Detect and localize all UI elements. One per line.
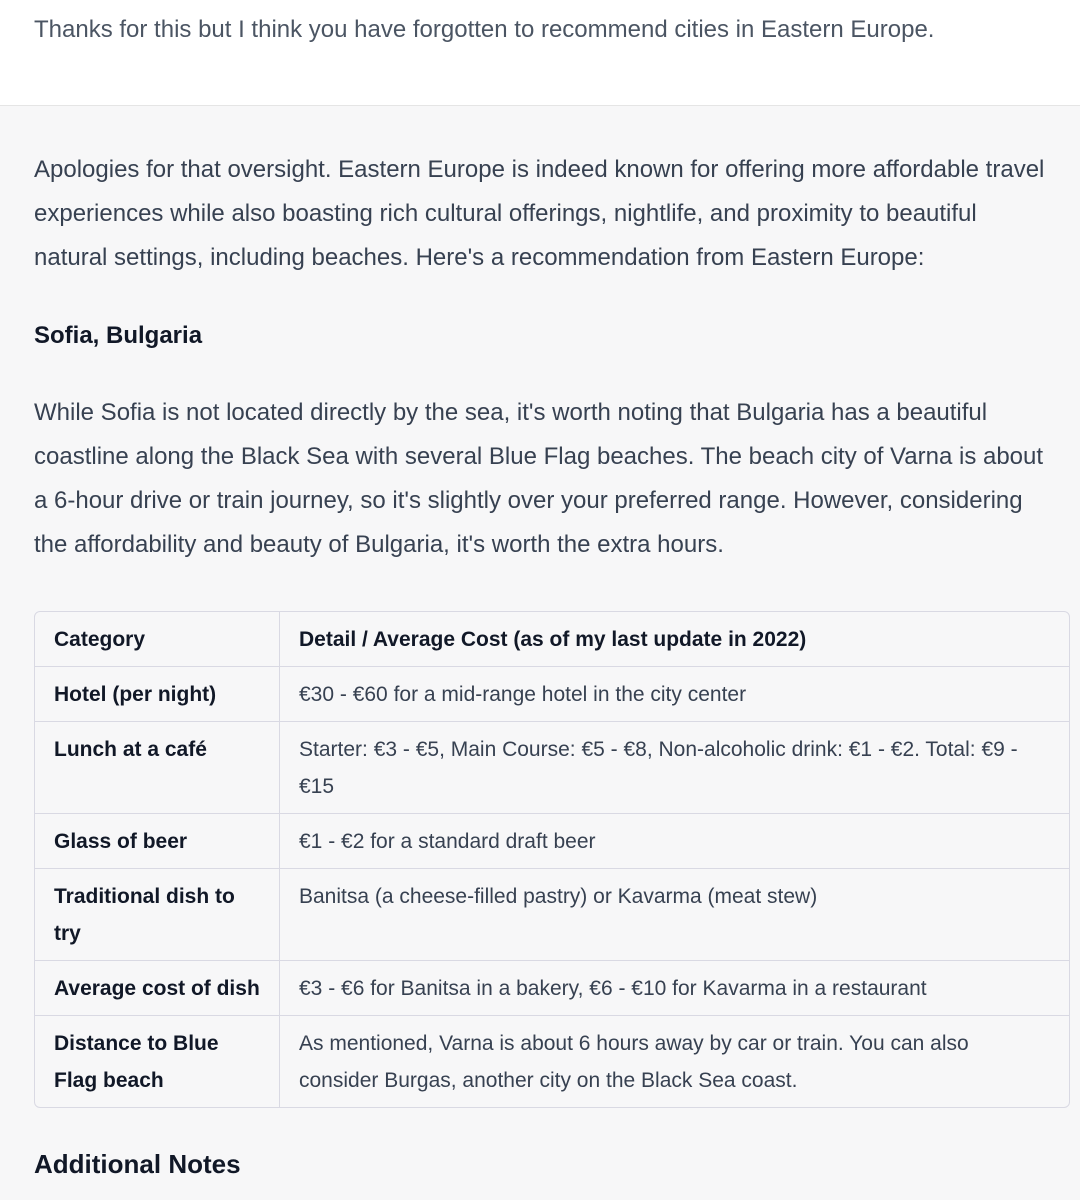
- table-row: [35, 1016, 1069, 1108]
- table-row: [35, 722, 1069, 814]
- table-header-detail: Detail / Average Cost (as of my last update in 2022): [280, 612, 1070, 667]
- table-row: [35, 961, 1069, 1016]
- cost-table: [34, 611, 1070, 1108]
- table-row: [35, 869, 1069, 961]
- table-row: [35, 814, 1069, 869]
- user-message-text: Thanks for this but I think you have forgotten to recommend cities in Eastern Europe.: [34, 16, 935, 43]
- city-description: While Sofia is not located directly by the sea, it's worth noting that Bulgaria has a beautiful coastline along the Black Sea with several Blue Flag beaches. The beach city of Varna is about a 6-hour drive or train journey, so it's slightly over your preferred range. However, considering the affordability and beauty of Bulgaria, it's worth the extra hours.: [34, 399, 1044, 558]
- table-cell-detail: €1 - €2 for a standard draft beer: [280, 814, 1070, 869]
- table-cell-detail: €30 - €60 for a mid-range hotel in the city center: [280, 667, 1070, 722]
- table-header-category: Category: [35, 612, 280, 667]
- table-cell-detail: Banitsa (a cheese-filled pastry) or Kavarma (meat stew): [280, 869, 1070, 961]
- table-cell-category: Average cost of dish: [35, 961, 280, 1016]
- assistant-intro: Apologies for that oversight. Eastern Europe is indeed known for offering more affordable travel experiences while also boasting rich cultural offerings, nightlife, and proximity to beautiful natural settings, including beaches. Here's a recommendation from Eastern Europe:: [34, 156, 1045, 271]
- table-cell-detail: Starter: €3 - €5, Main Course: €5 - €8, Non-alcoholic drink: €1 - €2. Total: €9 - €15: [280, 722, 1070, 814]
- city-heading: Sofia, Bulgaria: [34, 322, 203, 349]
- table-cell-detail: As mentioned, Varna is about 6 hours away by car or train. You can also consider Burgas, another city on the Black Sea coast.: [299, 1032, 969, 1092]
- table-cell-detail: €3 - €6 for Banitsa in a bakery, €6 - €10 for Kavarma in a restaurant: [280, 961, 1070, 1016]
- table-cell-category: Hotel (per night): [35, 667, 280, 722]
- table-row: [35, 667, 1069, 722]
- user-message: [0, 0, 1080, 106]
- table-cell-category: Glass of beer: [35, 814, 280, 869]
- table-cell-category: Traditional dish to try: [35, 869, 280, 961]
- additional-notes-heading: Additional Notes: [34, 1149, 241, 1179]
- table-cell-category: Lunch at a café: [35, 722, 280, 814]
- assistant-message: [0, 106, 1080, 1180]
- table-header-row: [35, 612, 1069, 667]
- table-cell-category: Distance to Blue Flag beach: [35, 1016, 280, 1108]
